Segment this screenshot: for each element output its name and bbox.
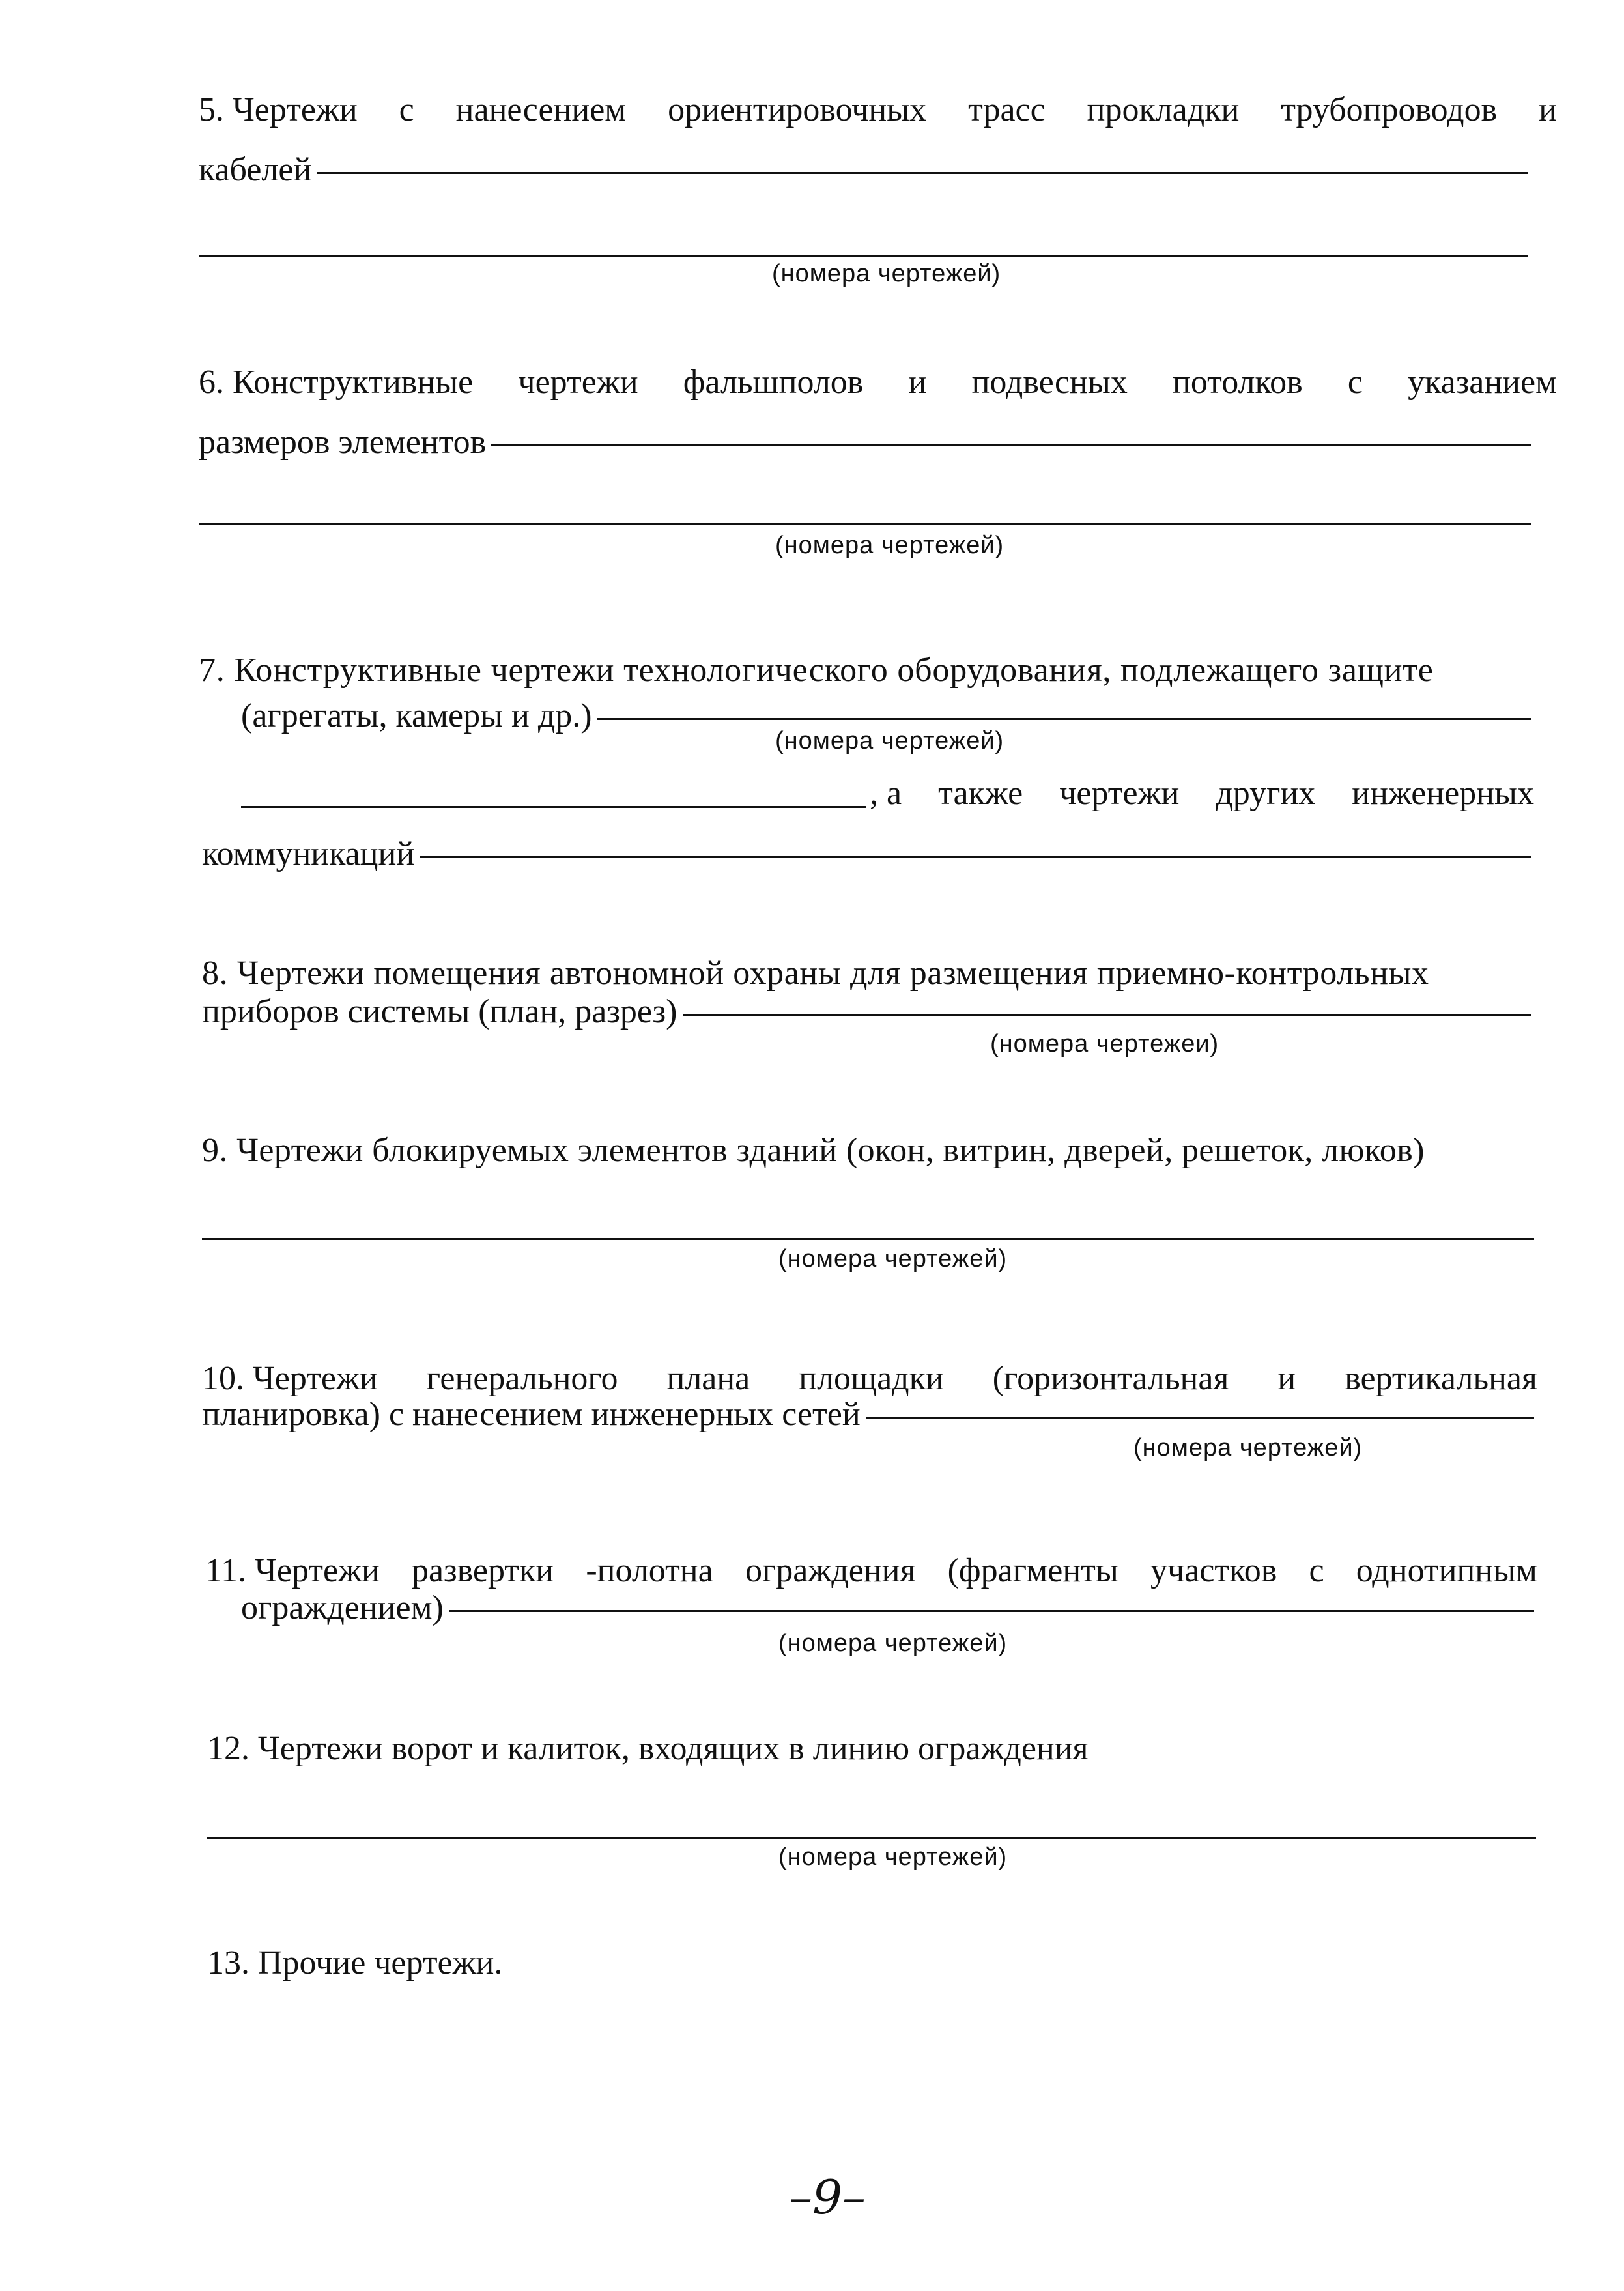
fill-in-rule xyxy=(866,1417,1534,1419)
item-7-label-2: коммуникаций xyxy=(202,835,415,872)
word: генерального xyxy=(426,1360,618,1397)
word: ограждения xyxy=(745,1552,916,1589)
item-11-line-2 xyxy=(241,1588,1534,1628)
word: и xyxy=(1277,1360,1296,1397)
item-8-label: приборов системы (план, разрез) xyxy=(202,993,677,1030)
word: , а xyxy=(870,775,902,812)
word: площадки xyxy=(799,1360,944,1397)
word: 10. Чертежи xyxy=(202,1360,378,1397)
item-6-label: размеров элементов xyxy=(199,424,487,461)
word: с xyxy=(1309,1552,1324,1589)
word: инженерных xyxy=(1352,775,1534,812)
drawing-numbers-caption: (номера чертежей) xyxy=(775,532,1004,559)
word: потолков xyxy=(1173,364,1303,401)
word: чертежи xyxy=(518,364,638,401)
item-12-line-1: 12. Чертежи ворот и калиток, входящих в линию ограждения xyxy=(207,1730,1089,1767)
word: развертки xyxy=(412,1552,554,1589)
word: 11. Чертежи xyxy=(205,1552,380,1589)
item-7-line-4 xyxy=(202,834,1531,874)
word: других xyxy=(1216,775,1316,812)
drawing-numbers-caption: (номера чертежеи) xyxy=(990,1030,1219,1058)
word: трасс xyxy=(968,91,1046,128)
item-7-line-3 xyxy=(870,773,1534,814)
word: трубопроводов xyxy=(1281,91,1498,128)
drawing-numbers-caption: (номера чертежей) xyxy=(778,1843,1008,1871)
fill-in-rule xyxy=(420,856,1531,858)
word: и xyxy=(1539,91,1557,128)
word: -полотна xyxy=(586,1552,713,1589)
word: 6. Конструктивные xyxy=(199,364,474,401)
fill-in-rule xyxy=(317,172,1528,174)
fill-in-rule xyxy=(491,444,1531,446)
drawing-numbers-caption: (номера чертежей) xyxy=(778,1630,1008,1657)
word: 5. Чертежи xyxy=(199,91,358,128)
fill-in-rule xyxy=(449,1610,1534,1612)
word: ориентировочных xyxy=(668,91,927,128)
item-6-line-2 xyxy=(199,422,1531,463)
item-8-line-1: 8. Чертежи помещения автономной охраны для размещения приемно-контрольных xyxy=(202,955,1429,992)
drawing-numbers-caption: (номера чертежей) xyxy=(772,260,1001,287)
item-9-line-1: 9. Чертежи блокируемых элементов зданий (окон, витрин, дверей, решеток, люков) xyxy=(202,1132,1425,1169)
blank-rule xyxy=(202,1238,1534,1240)
item-5-label: кабелей xyxy=(199,151,312,188)
blank-rule xyxy=(207,1837,1536,1839)
fill-in-rule xyxy=(597,718,1531,720)
item-5-line-2 xyxy=(199,150,1528,190)
item-10-line-1 xyxy=(202,1359,1537,1399)
item-13-line-1: 13. Прочие чертежи. xyxy=(207,1944,503,1981)
word: участков xyxy=(1150,1552,1277,1589)
blank-rule xyxy=(241,806,866,808)
word: чертежи xyxy=(1059,775,1180,812)
word: подвесных xyxy=(971,364,1128,401)
word: фальшполов xyxy=(683,364,864,401)
drawing-numbers-caption: (номера чертежей) xyxy=(775,727,1004,755)
word: однотипным xyxy=(1356,1552,1537,1589)
item-11-line-1 xyxy=(205,1551,1537,1591)
item-11-label: ограждением) xyxy=(241,1589,444,1626)
word: с xyxy=(1347,364,1363,401)
word: с xyxy=(399,91,414,128)
word: также xyxy=(938,775,1023,812)
item-10-label: планировка) с нанесением инженерных сетей xyxy=(202,1396,861,1433)
blank-rule xyxy=(199,255,1528,257)
word: плана xyxy=(666,1360,750,1397)
word: вертикальная xyxy=(1345,1360,1537,1397)
word: прокладки xyxy=(1087,91,1240,128)
page-number: –9– xyxy=(789,2170,866,2225)
word: указанием xyxy=(1408,364,1557,401)
item-10-line-2 xyxy=(202,1394,1534,1435)
item-5-line-1 xyxy=(199,90,1557,130)
drawing-numbers-caption: (номера чертежей) xyxy=(778,1245,1008,1273)
item-6-line-1 xyxy=(199,362,1557,403)
item-8-line-2 xyxy=(202,992,1531,1032)
word: (горизонтальная xyxy=(992,1360,1229,1397)
item-7-line-1: 7. Конструктивные чертежи технологического оборудования, подлежащего защите xyxy=(199,652,1434,689)
fill-in-rule xyxy=(683,1014,1531,1016)
drawing-numbers-caption: (номера чертежей) xyxy=(1133,1434,1363,1462)
word: (фрагменты xyxy=(947,1552,1118,1589)
blank-rule xyxy=(199,523,1531,525)
word: и xyxy=(908,364,927,401)
word: нанесением xyxy=(455,91,627,128)
item-7-label: (агрегаты, камеры и др.) xyxy=(241,697,592,734)
